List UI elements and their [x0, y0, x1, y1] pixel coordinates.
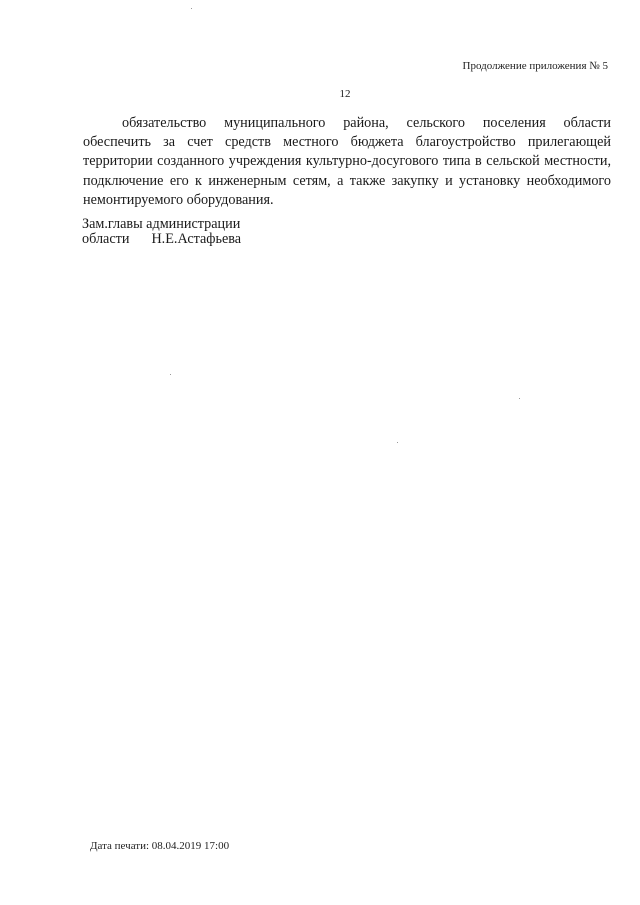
- signatory-name: Н.Е.Астафьева: [151, 231, 242, 247]
- scan-speck: [170, 374, 171, 375]
- body-text: [83, 114, 611, 210]
- scan-speck: [191, 8, 192, 9]
- signature-block: [82, 217, 241, 247]
- body-paragraph: обязательство муниципального района, сельского поселения области обеспечить за счет средств местного бюджета благоустройство прилегающей территории созданного учреждения культурно-досугового типа в сельской местности, подключение его к инженерным сетям, а также закупку и установку необходимого немонтируемого оборудования.: [83, 115, 611, 208]
- page-number: 12: [339, 88, 351, 100]
- print-date: Дата печати: 08.04.2019 17:00: [90, 840, 230, 852]
- continuation-note: Продолжение приложения № 5: [462, 60, 608, 72]
- signature-position: Зам.главы администрации: [82, 216, 241, 232]
- signature-region: области: [82, 231, 130, 247]
- scan-speck: [397, 442, 398, 443]
- signature-line2: [82, 232, 241, 247]
- scan-speck: [519, 398, 520, 399]
